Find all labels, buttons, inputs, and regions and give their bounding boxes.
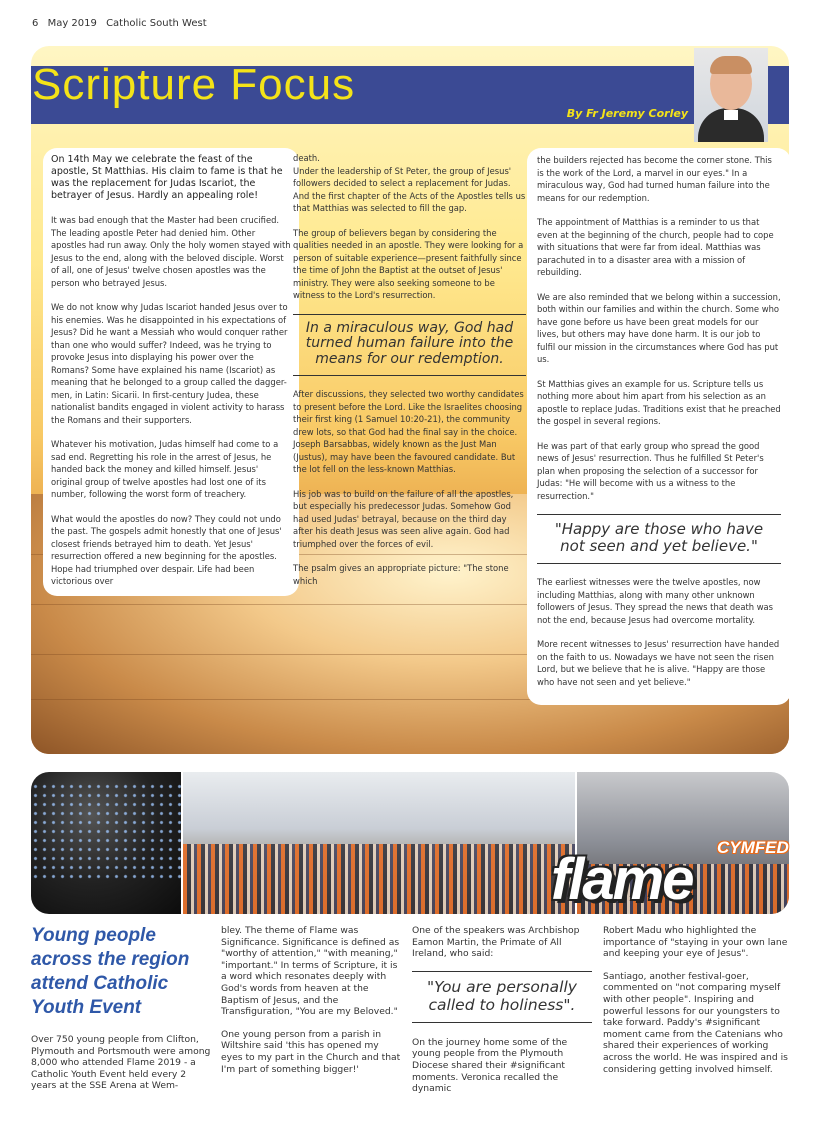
flame-column-1 <box>31 1034 211 1103</box>
article-paragraph: The psalm gives an appropriate picture: "The stone which <box>293 563 509 586</box>
cymfed-logo-tag: CYMFED <box>717 838 789 857</box>
publication-name: Catholic South West <box>106 18 207 29</box>
article-intro: On 14th May we celebrate the feast of the apostle, St Matthias. His claim to fame is that he was the replacement for Judas Iscariot, the betrayer of Jesus. Hardly an appealing role! <box>51 154 283 201</box>
page-number: 6 <box>32 18 39 29</box>
pull-quote: In a miraculous way, God had turned human failure into the means for our redemption. <box>293 314 526 377</box>
flame-paragraph: On the journey home some of the young people from the Plymouth Diocese shared their #significant moments. Veronica recalled the dynamic <box>412 1036 568 1095</box>
flame-paragraph: Robert Madu who highlighted the importance of "staying in your own lane and keeping your eye of Jesus". <box>603 925 788 960</box>
arena-crowd-photo <box>31 772 181 914</box>
article-column-1 <box>43 148 299 596</box>
flame-pull-quote: "You are personally called to holiness". <box>412 971 592 1023</box>
article-paragraph: After discussions, they selected two worthy candidates to present before the Lord. Like the Israelites choosing their first king (1 Samuel 10:20-21), the community drew lots, so that God had the final say in the choice. Joseph Barsabbas, widely known as the Just Man (Justus), may have been the favoured candidate. But the lot fell on the less-known Matthias. <box>293 389 524 474</box>
article-paragraph: The earliest witnesses were the twelve apostles, now including Matthias, along with many other unknown followers of Jesus. They spread the news that death was not the end, because Jesus had overcome mortality. <box>537 577 774 625</box>
article-paragraph: The group of believers began by considering the qualities needed in an apostle. They were looking for a person of suitable experience—present faithfully since the time of John the Baptist at the outset of Jesus' ministry. They were also seeking someone to be witness to the Lord's resurrection. <box>293 227 524 300</box>
flame-paragraph: bley. The theme of Flame was Significance. Significance is defined as "worthy of attention," "with meaning," "important." In terms of Scripture, it is a word which resonates deeply with God's words from heaven at the Baptism of Jesus, and the Transfiguration, "You are my Beloved." <box>221 925 400 1018</box>
article-paragraph: Whatever his motivation, Judas himself had come to a sad end. Regretting his role in the arrest of Jesus, he handed back the money and killed himself. Jesus' original group of twelve apostles had lost one of its number, following the worst form of treachery. <box>51 439 279 499</box>
flame-column-3 <box>412 925 592 1106</box>
flame-paragraph: One of the speakers was Archbishop Eamon Martin, the Primate of All Ireland, who said: <box>412 925 580 960</box>
article-paragraph: It was bad enough that the Master had been crucified. The leading apostle Peter had denied him. Other apostles had run away. Only the holy women stayed with Jesus to the end, along with the beloved disciple. Worst of all, one of Jesus' twelve chosen apostles was the person who betrayed Jesus. <box>51 215 291 288</box>
issue-date: May 2019 <box>47 18 97 29</box>
flame-column-4 <box>603 925 788 1086</box>
article-title: Scripture Focus <box>32 60 356 109</box>
author-photo <box>694 48 768 142</box>
article-paragraph: He was part of that early group who spread the good news of Jesus' resurrection. Thus he fulfilled St Peter's plan when proposing the selection of a successor for Judas: "He will become with us a witness to the resurrection." <box>537 440 764 501</box>
article-paragraph: St Matthias gives an example for us. Scripture tells us nothing more about him apart from his selection as an apostle to replace Judas. Traditions exist that he preached the gospel in several regions. <box>537 378 781 426</box>
article-paragraph: The appointment of Matthias is a reminder to us that even at the beginning of the church, people had to cope with situations that were far from ideal. Matthias was parachuted in to a disaster area with a mission of rebuilding. <box>537 217 774 277</box>
group-photo <box>183 772 575 914</box>
pull-quote: "Happy are those who have not seen and yet believe." <box>537 514 781 564</box>
article-paragraph: His job was to build on the failure of all the apostles, but especially his predecessor Judas. Somehow God had used Judas' betrayal, because on the third day after his death Jesus was seen alive again. God had triumphed over the forces of evil. <box>293 488 514 549</box>
article-paragraph: More recent witnesses to Jesus' resurrection have handed on the faith to us. Nowadays we have not seen the risen Lord, but we believe that he is alive. "Happy are those who have not seen and yet believe." <box>537 639 780 687</box>
article-paragraph: death. Under the leadership of St Peter, the group of Jesus' followers decided to select a replacement for Judas. And the first chapter of the Acts of the Apostles tells us that Matthias was selected to fill the gap. <box>293 153 526 213</box>
flame-paragraph: One young person from a parish in Wiltshire said 'this has opened my eyes to my part in the Church and that I'm part of something bigger!' <box>221 1028 401 1075</box>
flame-paragraph: Over 750 young people from Clifton, Plymouth and Portsmouth were among 8,000 who attended Flame 2019 - a Catholic Youth Event held every 2 years at the SSE Arena at Wem- <box>31 1034 211 1092</box>
flame-paragraph: Santiago, another festival-goer, commented on "not comparing myself with other people". Inspiring and powerful lessons for our youngsters to take forward. Paddy's #significant moment came from the Catenians who shared their experiences of working across the world. He was inspired and is considering getting involved himself. <box>603 970 788 1075</box>
article-column-2 <box>293 152 526 592</box>
article-paragraph: the builders rejected has become the corner stone. This is the work of the Lord, a marvel in our eyes." In a miraculous way, God had turned human failure into the means for our redemption. <box>537 155 772 203</box>
flame-column-2 <box>221 925 401 1086</box>
flame-logo-word: flame <box>551 847 693 912</box>
flame-logo <box>545 838 789 918</box>
article-column-3 <box>527 148 791 705</box>
article-paragraph: What would the apostles do now? They could not undo the past. The gospels admit honestly that one of Jesus' closest friends betrayed him to death. Yet Jesus' resurrection offered a new beginning for the apostles. Hope had triumphed over despair. Life had been victorious over <box>51 513 282 586</box>
page-header <box>32 18 213 29</box>
flame-headline: Young people across the region attend Catholic Youth Event <box>31 925 190 1018</box>
article-paragraph: We are also reminded that we belong within a succession, both within our families and within the church. Some who have gone before us have been great models for our lives, but others may have done harm. It is our job to fulfil our mission in the circumstances where God has put us. <box>537 291 781 364</box>
article-byline: By Fr Jeremy Corley <box>566 107 688 120</box>
article-paragraph: We do not know why Judas Iscariot handed Jesus over to his enemies. Was he disappointed in his expectations of Jesus? Did he want a Messiah who would conquer rather than one who would suffer? Indeed, was he trying to provoke Jesus into displaying his power over the Romans? Some have explained his name (Iscariot) as meaning that he belonged to a group called the dagger-men, in Latin: Sicarii. In first-century Judea, these nationalist bandits engaged in violent activity to harass the Romans and their supporters. <box>51 302 288 425</box>
